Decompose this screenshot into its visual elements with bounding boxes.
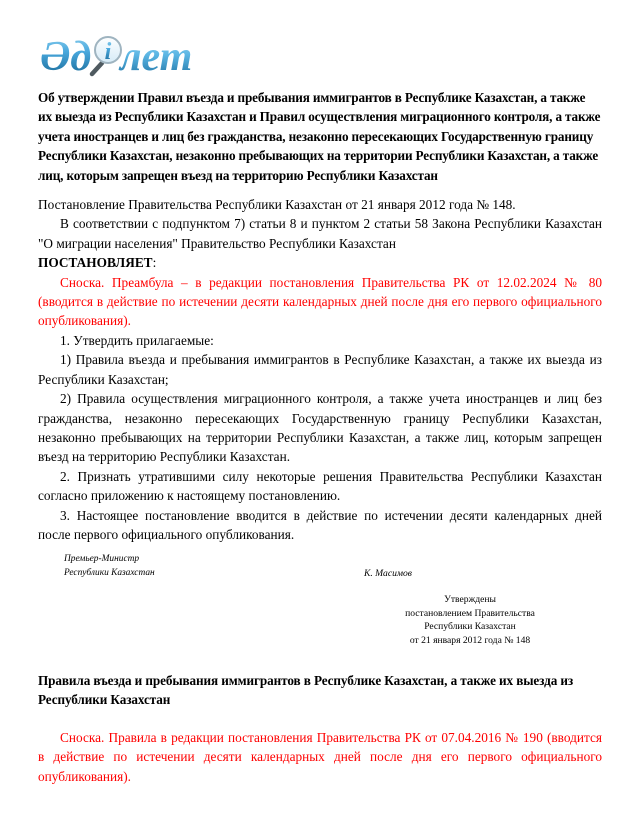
item-3: 3. Настоящее постановление вводится в действие по истечении десяти календарных дней после первого официального опубликования.	[38, 507, 602, 542]
item-2: 2. Признать утратившими силу некоторые решения Правительства Республики Казахстан согласно приложению к настоящему постановлению.	[38, 468, 602, 504]
annex-title: Правила въезда и пребывания иммигрантов в Республике Казахстан, а также их выезда из Республики Казахстан	[38, 672, 574, 708]
approved-by-block	[338, 593, 602, 647]
signature-position-line2: Республики Казахстан	[64, 567, 155, 578]
item-1: 1. Утвердить прилагаемые:	[60, 332, 214, 348]
item-1-sub-2: 2) Правила осуществления миграционного контроля, а также учета иностранцев и лиц без гражданства, незаконно пересекающих Государственную границу Республики Казахстан, незаконно пребывающих на территории Республики Казахстан, а также лиц, которым запрещен въезд на территорию Республики Казахстан.	[38, 391, 602, 465]
logo-text-part1: Әд	[40, 34, 92, 80]
approved-line-1: Утверждены	[444, 594, 496, 606]
signature-position	[64, 553, 155, 580]
document-content	[38, 88, 602, 786]
item-1-sub-1: 1) Правила въезда и пребывания иммигрантов в Республике Казахстан, а также их выезда из Республики Казахстан;	[38, 352, 602, 387]
approved-line-4: от 21 января 2012 года № 148	[409, 634, 531, 646]
footnote-preamble: Сноска. Преамбула – в редакции постановления Правительства РК от 12.02.2024 № 80 (вводится в действие по истечении десяти календарных дней после дня его первого официального опубликования).	[38, 274, 602, 329]
resolves-word: ПОСТАНОВЛЯЕТ	[38, 255, 153, 271]
reference-line: Постановление Правительства Республики Казахстан от 21 января 2012 года № 148.	[38, 197, 516, 213]
page-title: Об утверждении Правил въезда и пребывания иммигрантов в Республике Казахстан, а также их выезда из Республики Казахстан и Правил осуществления миграционного контроля, а также учета иностранцев и лиц без гражданства, незаконно пересекающих Государственную границу Республики Казахстан, незаконно пребывающих на территории Республики Казахстан, а также лиц, которым запрещен въезд на территорию Республики Казахстан	[38, 90, 601, 183]
svg-text:i: i	[104, 39, 112, 65]
footnote-annex: Сноска. Правила в редакции постановления Правительства РК от 07.04.2016 № 190 (вводится в действие по истечении десяти календарных дней после дня его первого официального опубликования).	[38, 729, 602, 784]
preamble-paragraph: В соответствии с подпунктом 7) статьи 8 и пунктом 2 статьи 58 Закона Республики Казахстан "О миграции населения" Правительство Республики Казахстан	[38, 216, 602, 251]
signature-position-line1: Премьер-Министр	[64, 554, 140, 565]
adilet-logo-svg	[38, 30, 218, 82]
logo-text-part2: лет	[120, 34, 193, 80]
adilet-logo[interactable]	[38, 30, 218, 82]
signature-block	[38, 553, 602, 587]
spacer	[38, 710, 602, 728]
signature-name: К. Масимов	[364, 568, 412, 580]
resolves-colon: :	[152, 255, 157, 271]
approved-line-3: Республики Казахстан	[424, 621, 516, 633]
resolves-line	[38, 253, 602, 272]
magnifier-i-icon	[92, 37, 121, 74]
approved-line-2: постановлением Правительства	[405, 607, 535, 619]
